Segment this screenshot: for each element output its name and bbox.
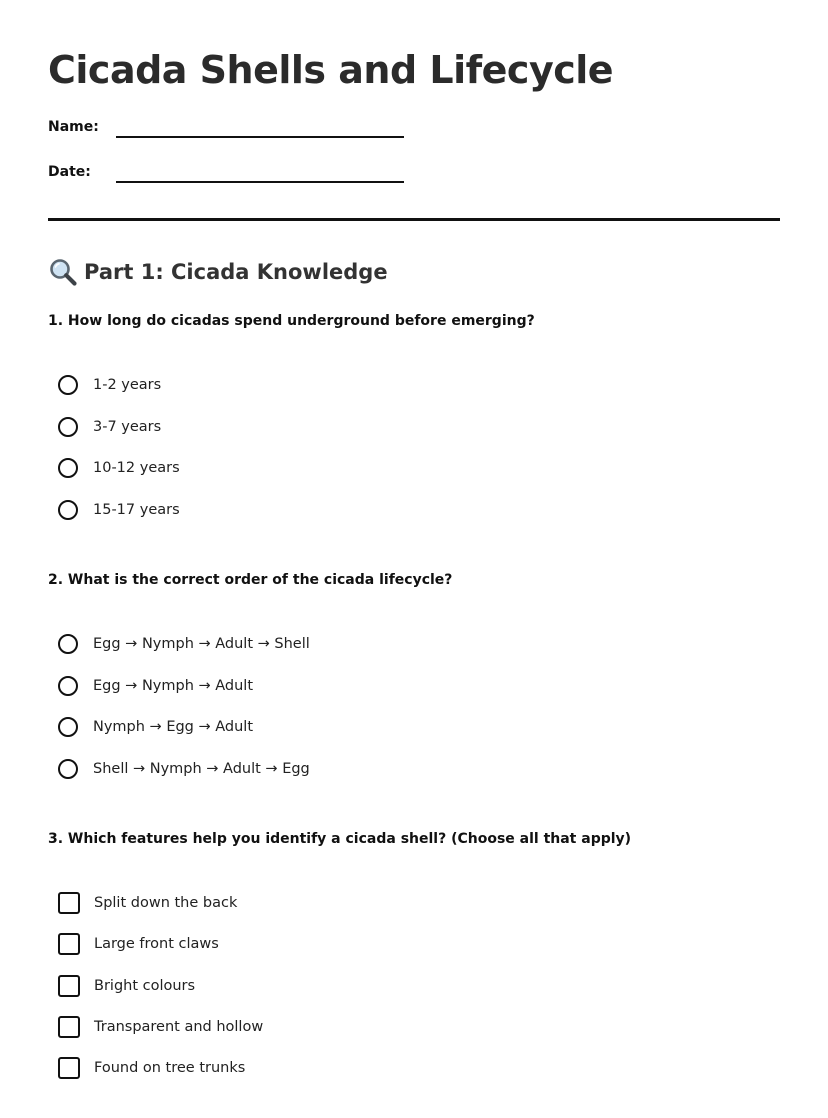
- q3-option-1[interactable]: [58, 890, 237, 916]
- checkbox[interactable]: [58, 1016, 80, 1038]
- q3-option-3[interactable]: [58, 973, 195, 999]
- option-label: 1-2 years: [93, 377, 162, 393]
- q3-option-2[interactable]: [58, 931, 219, 957]
- q1-option-1[interactable]: [58, 372, 161, 398]
- radio-button[interactable]: [58, 458, 78, 478]
- date-field[interactable]: [48, 163, 448, 193]
- section-heading: [48, 256, 388, 288]
- radio-button[interactable]: [58, 500, 78, 520]
- q3-option-5[interactable]: [58, 1055, 245, 1081]
- radio-button[interactable]: [58, 676, 78, 696]
- checkbox[interactable]: [58, 975, 80, 997]
- name-label: Name:: [48, 119, 99, 135]
- name-input-line[interactable]: [116, 136, 404, 138]
- q2-option-4[interactable]: [58, 756, 310, 782]
- radio-button[interactable]: [58, 417, 78, 437]
- q1-option-4[interactable]: [58, 497, 180, 523]
- radio-button[interactable]: [58, 717, 78, 737]
- date-label: Date:: [48, 164, 91, 180]
- checkbox[interactable]: [58, 1057, 80, 1079]
- option-label: 15-17 years: [93, 502, 180, 518]
- option-label: 3-7 years: [93, 419, 162, 435]
- radio-button[interactable]: [58, 375, 78, 395]
- question-1-text: 1. How long do cicadas spend underground before emerging?: [48, 313, 535, 329]
- option-label: Bright colours: [94, 978, 196, 994]
- question-2-text: 2. What is the correct order of the cicada lifecycle?: [48, 572, 453, 588]
- option-label: Split down the back: [94, 895, 238, 911]
- q2-option-2[interactable]: [58, 673, 253, 699]
- option-label: Transparent and hollow: [94, 1019, 264, 1035]
- q1-option-2[interactable]: [58, 414, 161, 440]
- option-label: Egg → Nymph → Adult → Shell: [93, 636, 310, 652]
- header-divider: [48, 218, 780, 221]
- option-label: Found on tree trunks: [94, 1060, 246, 1076]
- page-title: Cicada Shells and Lifecycle: [48, 48, 614, 92]
- section-title: Part 1: Cicada Knowledge: [84, 260, 388, 284]
- radio-button[interactable]: [58, 759, 78, 779]
- checkbox[interactable]: [58, 933, 80, 955]
- q3-option-4[interactable]: [58, 1014, 263, 1040]
- q2-option-1[interactable]: [58, 631, 310, 657]
- radio-button[interactable]: [58, 634, 78, 654]
- date-input-line[interactable]: [116, 181, 404, 183]
- option-label: Shell → Nymph → Adult → Egg: [93, 761, 310, 777]
- q1-option-3[interactable]: [58, 455, 180, 481]
- q2-option-3[interactable]: [58, 714, 253, 740]
- option-label: 10-12 years: [93, 460, 180, 476]
- checkbox[interactable]: [58, 892, 80, 914]
- question-3-text: 3. Which features help you identify a cicada shell? (Choose all that apply): [48, 831, 632, 847]
- option-label: Egg → Nymph → Adult: [93, 678, 254, 694]
- magnifying-glass-icon: [48, 257, 78, 287]
- name-field[interactable]: [48, 118, 448, 148]
- option-label: Large front claws: [94, 936, 219, 952]
- option-label: Nymph → Egg → Adult: [93, 719, 254, 735]
